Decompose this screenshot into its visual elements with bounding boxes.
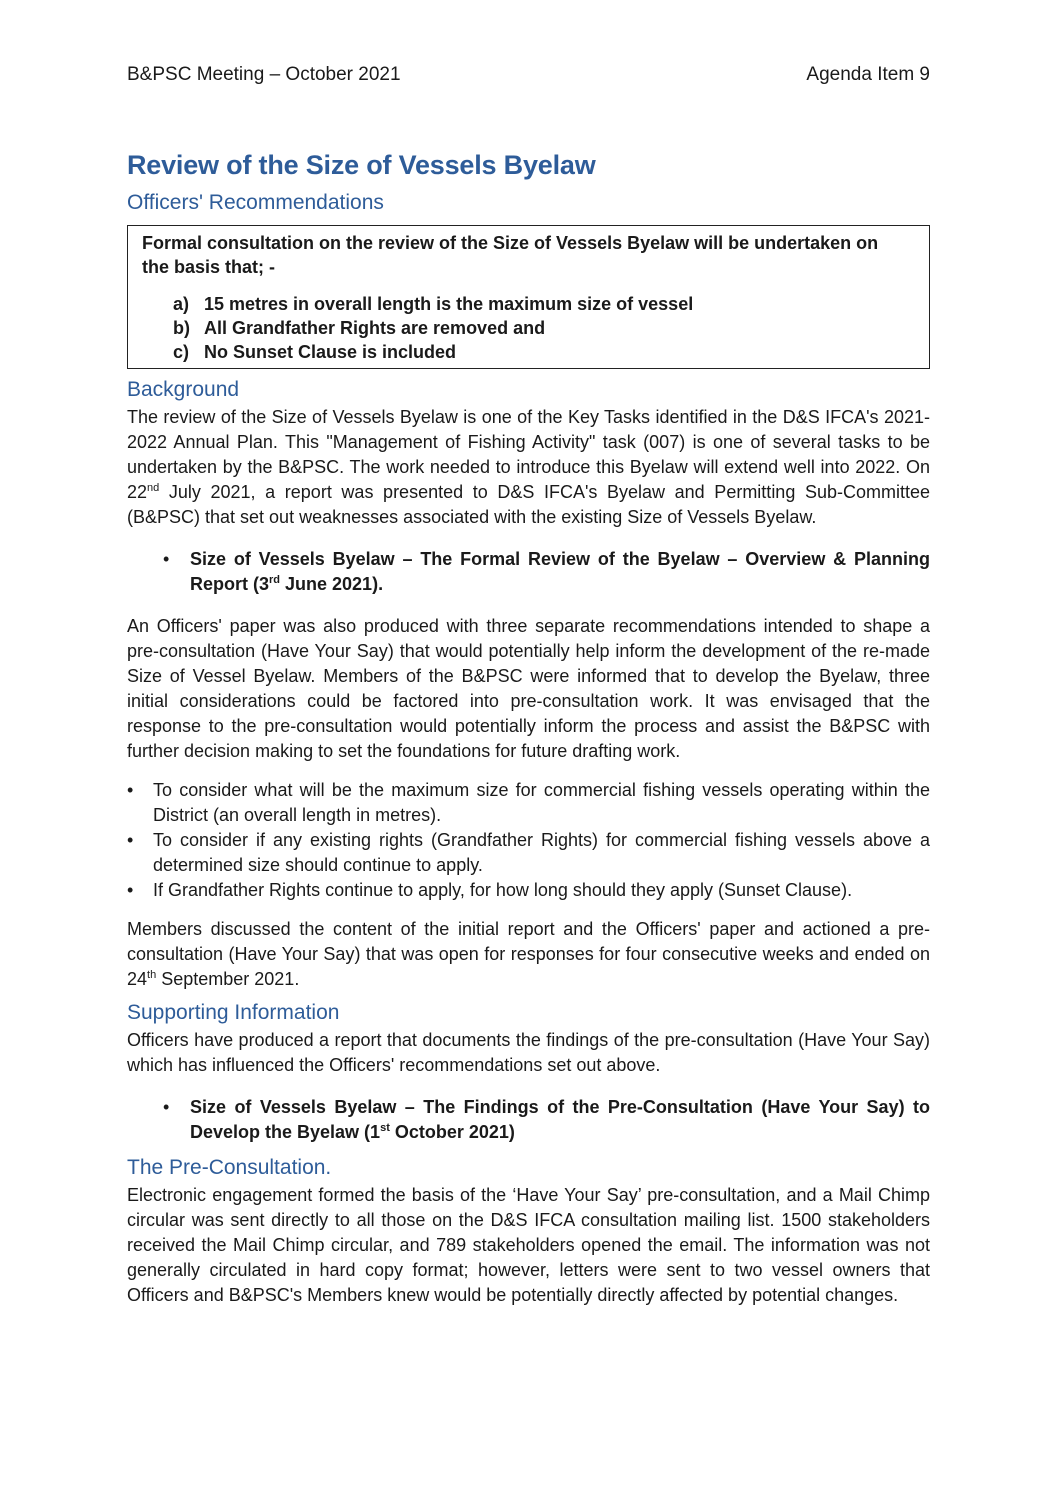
- supporting-report-reference: [127, 1095, 930, 1145]
- considerations-list: [127, 778, 930, 903]
- recommendations-box: [127, 225, 930, 369]
- supporting-information-paragraph: Officers have produced a report that documents the findings of the pre-consultation (Have Your Say) which has influenced the Officers' recommendations set out above.: [127, 1030, 930, 1075]
- page-header: [127, 64, 930, 86]
- background-paragraph-3: Members discussed the content of the initial report and the Officers' paper and actioned a pre-consultation (Have Your Say) that was open for responses for four consecutive weeks and ended on 24th September 2021.: [127, 919, 930, 989]
- background-heading: Background: [127, 378, 240, 401]
- list-item: • Size of Vessels Byelaw – The Findings of the Pre-Consultation (Have Your Say) to Develop the Byelaw (1st October 2021): [163, 1097, 930, 1142]
- list-item: • Size of Vessels Byelaw – The Formal Review of the Byelaw – Overview & Planning Report (3rd June 2021).: [163, 549, 930, 594]
- recommendations-intro: Formal consultation on the review of the Size of Vessels Byelaw will be undertaken on the basis that; -: [142, 233, 879, 277]
- header-agenda-item: Agenda Item 9: [806, 64, 930, 85]
- supporting-information-heading: Supporting Information: [127, 1001, 340, 1024]
- background-paragraph-2: An Officers' paper was also produced with three separate recommendations intended to shape a pre-consultation (Have Your Say) that would potentially help inform the development of the re-made Size of Vessel Byelaw. Members of the B&PSC were informed that to develop the Byelaw, three initial considerations could be factored into pre-consultation work. It was envisaged that the response to the pre-consultation would potentially inform the process and assist the B&PSC with further decision making to set the foundations for future drafting work.: [127, 616, 930, 761]
- background-paragraph-1: The review of the Size of Vessels Byelaw is one of the Key Tasks identified in the D&S IFCA's 2021-2022 Annual Plan. This "Management of Fishing Activity" task (007) is one of several tasks to be undertaken by the B&PSC. The work needed to introduce this Byelaw will extend well into 2022. On 22nd July 2021, a report was presented to D&S IFCA's Byelaw and Permitting Sub-Committee (B&PSC) that set out weaknesses associated with the existing Size of Vessels Byelaw.: [127, 407, 930, 527]
- recommendation-item: c) No Sunset Clause is included: [173, 342, 457, 362]
- pre-consultation-paragraph: Electronic engagement formed the basis of the ‘Have Your Say’ pre-consultation, and a Mail Chimp circular was sent directly to all those on the D&S IFCA consultation mailing list. 1500 stakeholders received the Mail Chimp circular, and 789 stakeholders opened the email. The information was not generally circulated in hard copy format; however, letters were sent to two vessel owners that Officers and B&PSC's Members knew would be potentially directly affected by potential changes.: [127, 1185, 930, 1305]
- list-item: • To consider if any existing rights (Grandfather Rights) for commercial fishing vessels above a determined size should continue to apply.: [127, 830, 930, 875]
- pre-consultation-heading: The Pre-Consultation.: [127, 1156, 332, 1179]
- page-title: Review of the Size of Vessels Byelaw: [127, 150, 596, 180]
- recommendations-list: [142, 292, 889, 364]
- background-report-reference: [127, 547, 930, 597]
- recommendations-heading: Officers' Recommendations: [127, 191, 384, 214]
- list-item: • If Grandfather Rights continue to apply, for how long should they apply (Sunset Clause).: [127, 880, 853, 900]
- document-body: [127, 188, 930, 1308]
- recommendation-item: a) 15 metres in overall length is the maximum size of vessel: [173, 294, 694, 314]
- header-meeting: B&PSC Meeting – October 2021: [127, 64, 401, 85]
- list-item: • To consider what will be the maximum size for commercial fishing vessels operating within the District (an overall length in metres).: [127, 780, 930, 825]
- recommendation-item: b) All Grandfather Rights are removed and: [173, 318, 546, 338]
